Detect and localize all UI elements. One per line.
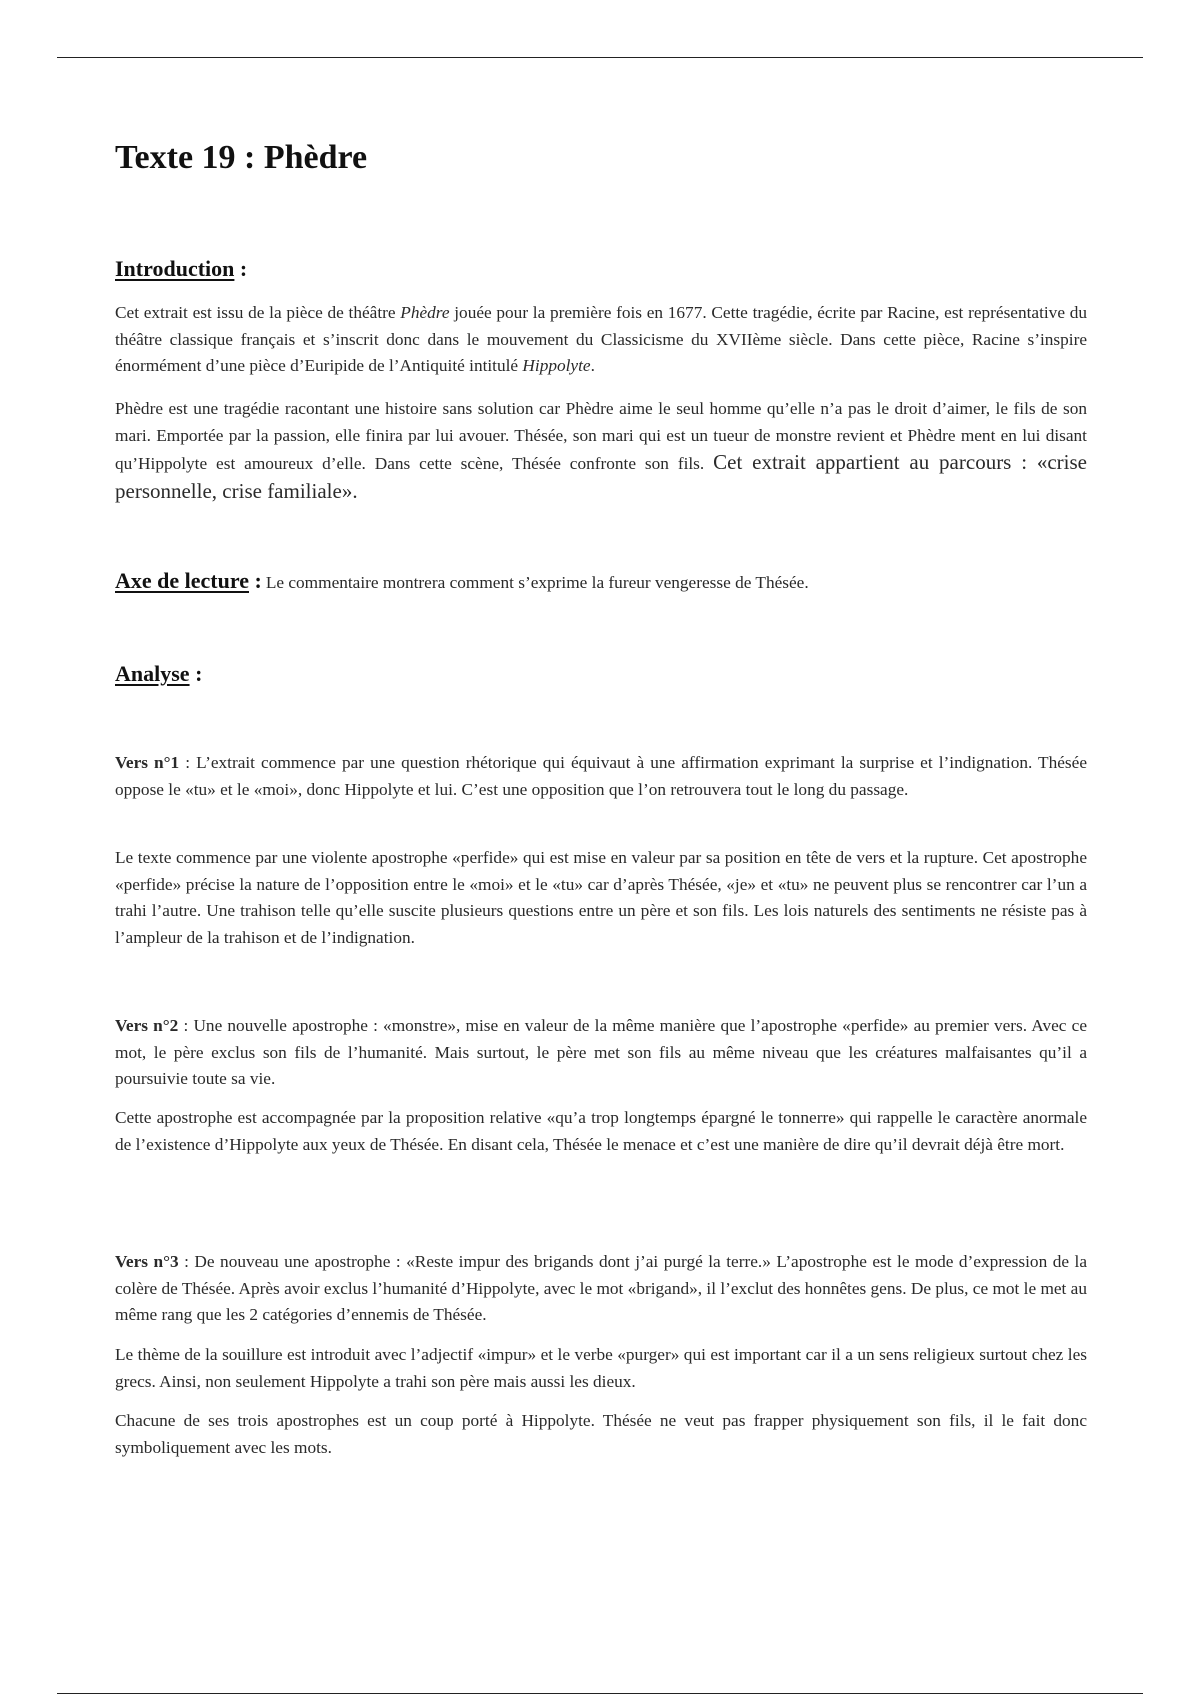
vers-1-text-1: : L’extrait commence par une question rhétorique qui équivaut à une affirmation exprimant la surprise et l’indignation. Thésée oppose le «tu» et le «moi», donc Hippolyte et lui. C’est une opposition que l’on retrouvera tout le long du passage. bbox=[115, 753, 1087, 799]
intro-p1-text-b: jouée pour la première fois en 1677. Cette tragédie, écrite par Racine, est représentative du théâtre classique français et s’inscrit donc dans le mouvement du Classicisme du XVIIème siècle. Dans cette pièce, Racine s’inspire énormément d’une pièce d’Euripide de l’Antiquité intitulé bbox=[115, 303, 1087, 375]
axe-heading-colon: : bbox=[249, 568, 262, 593]
vers-3-paragraph-2: Le thème de la souillure est introduit avec l’adjectif «impur» et le verbe «purger» qui est important car il a un sens religieux surtout chez les grecs. Ainsi, non seulement Hippolyte a trahi son père mais aussi les dieux. bbox=[115, 1345, 1087, 1391]
vers-1-paragraph-1 bbox=[115, 750, 1087, 803]
intro-p2-parcours: Cet extrait appartient au parcours : «crise personnelle, crise familiale». bbox=[115, 450, 1088, 503]
introduction-heading bbox=[115, 256, 247, 282]
vers-3-label: Vers n°3 bbox=[115, 1252, 179, 1271]
axe-heading bbox=[115, 568, 262, 593]
axe-text: Le commentaire montrera comment s’exprime la fureur vengeresse de Thésée. bbox=[265, 573, 809, 592]
axe-de-lecture bbox=[115, 568, 809, 594]
intro-p1-text-a: Cet extrait est issu de la pièce de théâtre bbox=[115, 303, 401, 322]
intro-p2-text-a: Phèdre est une tragédie racontant une histoire sans solution car Phèdre aime le seul homme qu’elle n’a pas le droit d’aimer, le fils de son mari. Emportée par la passion, elle finira par lui avouer. Thésée, son mari qui est un tueur de monstre revient et Phèdre ment en lui disant qu’Hippolyte est amoureux d’elle. Dans cette scène, Thésée confronte son fils. bbox=[115, 399, 1087, 473]
vers-2-text-1: : Une nouvelle apostrophe : «monstre», mise en valeur de la même manière que l’apostrophe «perfide» au premier vers. Avec ce mot, le père exclus son fils de l’humanité. Mais surtout, le père met son fils au même niveau que les créatures malfaisantes qu’il a poursuivie toute sa vie. bbox=[115, 1016, 1087, 1088]
bottom-rule bbox=[57, 1693, 1143, 1694]
analyse-heading bbox=[115, 661, 202, 687]
intro-p1-text-c: . bbox=[590, 356, 595, 375]
introduction-heading-label: Introduction bbox=[115, 256, 235, 281]
introduction-paragraph-1 bbox=[115, 300, 1087, 380]
vers-1-label: Vers n°1 bbox=[115, 753, 180, 772]
vers-2-paragraph-1 bbox=[115, 1013, 1087, 1093]
vers-3-text-1: : De nouveau une apostrophe : «Reste impur des brigands dont j’ai purgé la terre.» L’apostrophe est le mode d’expression de la colère de Thésée. Après avoir exclus l’humanité d’Hippolyte, avec le mot «brigand», il l’exclut des honnêtes gens. De plus, ce mot le met au même rang que les 2 catégories d’ennemis de Thésée. bbox=[115, 1252, 1087, 1324]
vers-3-paragraph-3: Chacune de ses trois apostrophes est un coup porté à Hippolyte. Thésée ne veut pas frapper physiquement son fils, il le fait donc symboliquement avec les mots. bbox=[115, 1411, 1087, 1457]
analyse-heading-label: Analyse bbox=[115, 661, 190, 686]
vers-1-paragraph-2: Le texte commence par une violente apostrophe «perfide» qui est mise en valeur par sa position en tête de vers et la rupture. Cet apostrophe «perfide» précise la nature de l’opposition entre le «moi» et le «tu» car d’après Thésée, «je» et «tu» ne peuvent plus se rencontrer car l’un a trahi l’autre. Une trahison telle qu’elle suscite plusieurs questions entre un père et son fils. Les lois naturels des sentiments ne résiste pas à l’ampleur de la trahison et de l’indignation. bbox=[115, 848, 1087, 947]
vers-2-label: Vers n°2 bbox=[115, 1016, 179, 1035]
vers-2-paragraph-2: Cette apostrophe est accompagnée par la proposition relative «qu’a trop longtemps épargné le tonnerre» qui rappelle le caractère anormale de l’existence d’Hippolyte aux yeux de Thésée. En disant cela, Thésée le menace et c’est une manière de dire qu’il devrait déjà être mort. bbox=[115, 1108, 1087, 1154]
introduction-heading-colon: : bbox=[234, 256, 248, 281]
vers-3-paragraph-1 bbox=[115, 1249, 1087, 1329]
page-title: Texte 19 : Phèdre bbox=[115, 139, 368, 176]
introduction-paragraph-2 bbox=[115, 396, 1087, 506]
axe-heading-label: Axe de lecture bbox=[115, 568, 249, 593]
intro-p1-source-title: Hippolyte bbox=[522, 356, 591, 375]
intro-p1-play-title: Phèdre bbox=[400, 303, 450, 322]
top-rule bbox=[57, 57, 1143, 58]
analyse-heading-colon: : bbox=[189, 661, 203, 686]
